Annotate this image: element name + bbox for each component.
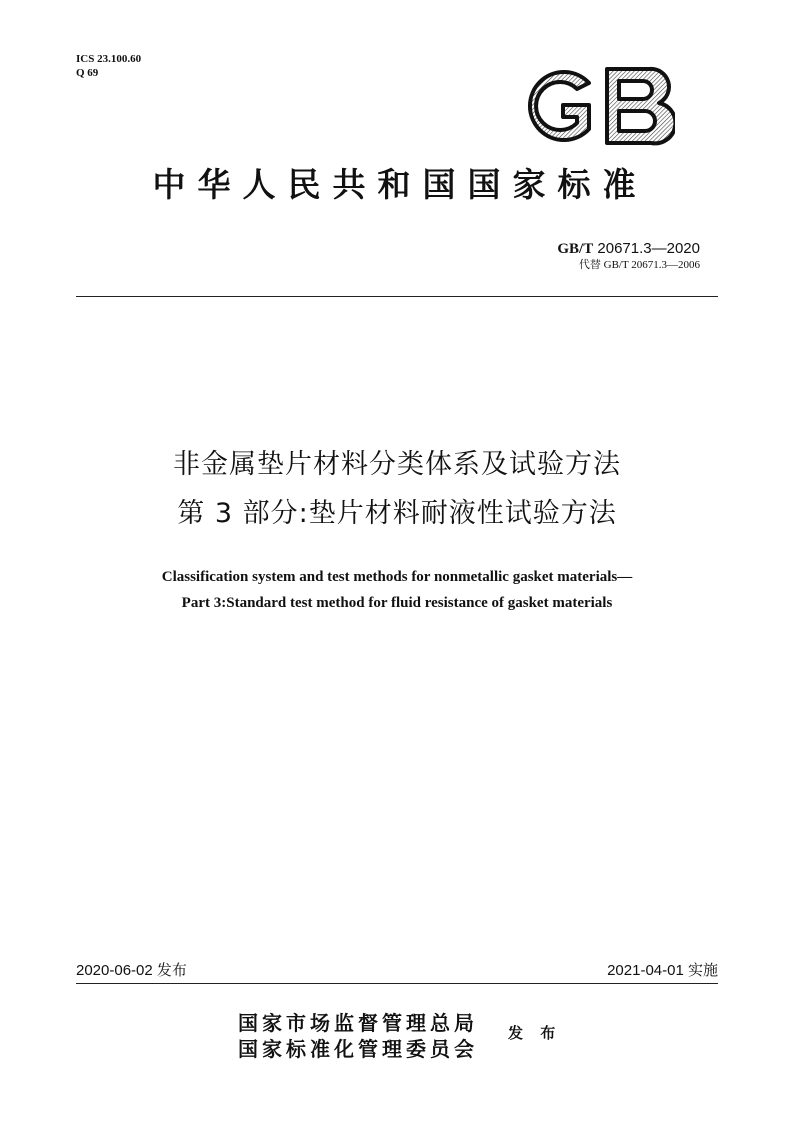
standard-number-value: 20671.3—2020 xyxy=(597,240,700,257)
bottom-divider xyxy=(76,983,718,984)
standard-number xyxy=(557,240,700,258)
issuing-authorities xyxy=(238,1010,478,1062)
replaces-note: 代替 GB/T 20671.3—2006 xyxy=(578,259,700,271)
issuer-line-2: 国家标准化管理委员会 xyxy=(238,1037,478,1061)
standard-title: 中华人民共和国国家标准 xyxy=(152,165,648,204)
english-title-line-1: Classification system and test methods for nonmetallic gasket materials— xyxy=(161,569,633,585)
chinese-title-line-1: 非金属垫片材料分类体系及试验方法 xyxy=(173,449,621,480)
issue-action: 发 布 xyxy=(508,1024,562,1042)
classification-codes xyxy=(76,52,141,80)
implementation-date: 2021-04-01 实施 xyxy=(607,962,718,979)
chinese-title-line-2: 第 3 部分:垫片材料耐液性试验方法 xyxy=(177,498,617,529)
english-title-line-2: Part 3:Standard test method for fluid resistance of gasket materials xyxy=(181,595,613,611)
top-divider xyxy=(76,296,718,297)
gb-logo-icon xyxy=(519,63,675,149)
issue-date: 2020-06-02 发布 xyxy=(76,962,187,979)
issuer-line-1: 国家市场监督管理总局 xyxy=(238,1011,478,1035)
ccs-code: Q 69 xyxy=(76,67,99,79)
standard-number-prefix: GB/T xyxy=(557,241,594,257)
ics-code: ICS 23.100.60 xyxy=(76,53,142,65)
